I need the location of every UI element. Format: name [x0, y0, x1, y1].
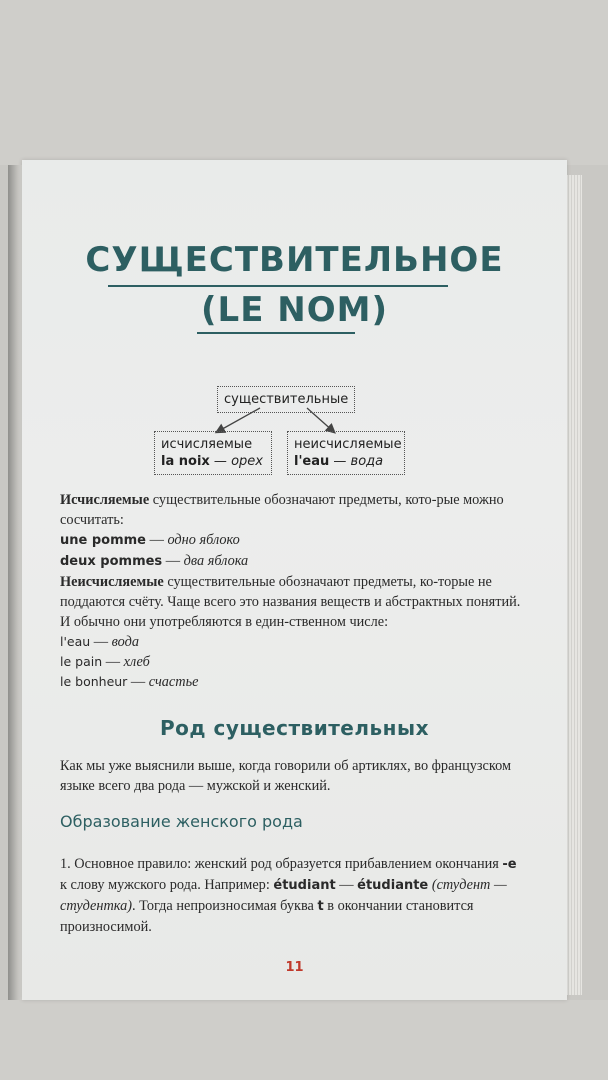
- countable-example: la noix — орех: [161, 454, 263, 469]
- countable-label: исчисляемые: [161, 437, 253, 452]
- background-bottom: [0, 1000, 608, 1080]
- uncountable-example: l'eau — вода: [294, 454, 384, 469]
- uncountable-label: неисчисляемые: [294, 437, 402, 452]
- diagram-root-box: [217, 386, 355, 413]
- section-heading: Род существительных: [160, 716, 429, 740]
- countable-section: [60, 490, 525, 692]
- subsection-heading: Образование женского рода: [60, 812, 303, 831]
- page-number: 11: [285, 960, 304, 975]
- uncountable-definition: Неисчисляемые существительные обозначают предметы, ко-торые не поддаются счёту. Чаще всего это названия веществ и абстрактных понятий. И обычно они употребляются в един-ственном числе:: [60, 574, 521, 630]
- book-spine: [8, 165, 22, 1000]
- example-line: l'eau — вода: [60, 634, 139, 650]
- example-line: le pain — хлеб: [60, 654, 150, 670]
- example-line: le bonheur — счастье: [60, 674, 199, 690]
- example-line: deux pommes — два яблока: [60, 553, 249, 569]
- diagram-root-label: существительные: [224, 392, 349, 407]
- diagram-countable-box: [154, 431, 272, 475]
- section-paragraph: Как мы уже выяснили выше, когда говорили об артиклях, во французском языке всего два рода — мужской и женский.: [60, 758, 512, 794]
- page-subtitle: (LE NOM): [201, 290, 388, 330]
- diagram-uncountable-box: [287, 431, 405, 475]
- countable-definition: Исчисляемые существительные обозначают предметы, кото-рые можно сосчитать:: [60, 492, 504, 528]
- subsection-paragraph: [60, 854, 525, 937]
- background-top: [0, 0, 608, 165]
- page-title: СУЩЕСТВИТЕЛЬНОЕ: [85, 240, 504, 280]
- example-line: une pomme — одно яблоко: [60, 532, 240, 548]
- rule-paragraph: 1. Основное правило: женский род образуется прибавлением окончания -e к слову мужского рода. Например: étudiant — étudiante (студент — студентка). Тогда непроизносимая буква t в окончании становится произносимой.: [60, 856, 517, 935]
- book-page: [22, 160, 567, 1000]
